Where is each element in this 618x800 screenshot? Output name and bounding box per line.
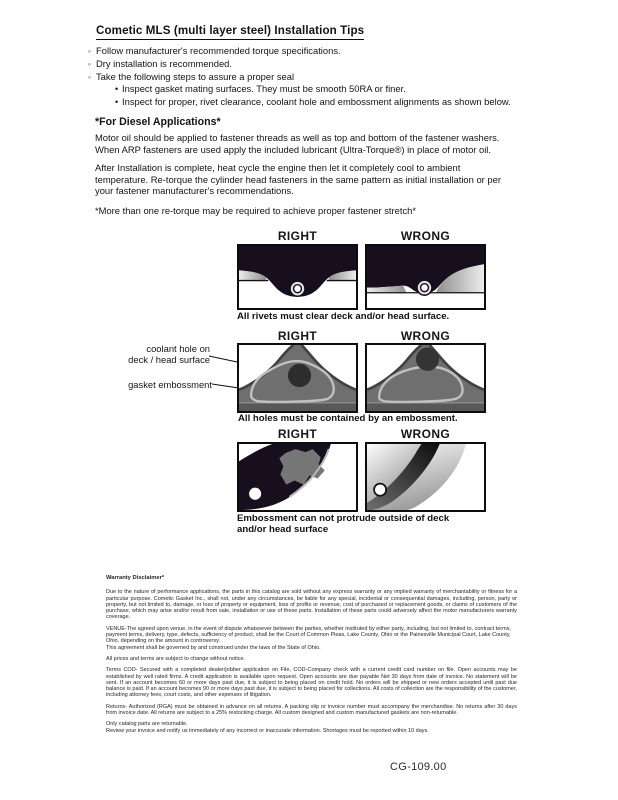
bolt-hole — [374, 484, 386, 496]
diesel-applications-heading: *For Diesel Applications* — [95, 116, 221, 128]
right-label: RIGHT — [277, 427, 318, 441]
installation-tips-list — [88, 45, 518, 109]
deck-edge-right-diagram — [237, 442, 358, 512]
warranty-disclaimer — [106, 575, 517, 734]
page-number: CG-109.00 — [390, 761, 447, 773]
rivet-clearance-right-diagram — [237, 244, 358, 310]
disclaimer-paragraph: VENUE-The agreed upon venue, in the event of dispute whatsoever between the parties, whether instituted by either party, including, but not limited to, contract terms, payment terms, delivery, type, defects, sufficiency of product, shall be the Court of Common Pleas, Lake County, Ohio or the Painesville Municipal Court, Lake County, Ohio, depending on the amount in controversy. — [106, 625, 511, 645]
page-title: Cometic MLS (multi layer steel) Installation Tips — [96, 24, 364, 40]
right-label: RIGHT — [277, 229, 318, 243]
coolant-hole — [288, 364, 311, 387]
tip-text: Follow manufacturer's recommended torque specifications. — [96, 45, 341, 56]
disclaimer-heading: Warranty Disclaimer* — [106, 575, 165, 581]
gasket-embossment-label: gasket embossment — [128, 379, 212, 390]
protrude-caption: Embossment can not protrude outside of deck and/or head surface — [237, 513, 450, 535]
tip-text: Inspect for proper, rivet clearance, coolant hole and embossment alignments as shown below. — [122, 96, 511, 108]
tip-text: Dry installation is recommended. — [96, 57, 232, 69]
rivet-right-illustration — [239, 246, 356, 308]
list-item — [88, 58, 518, 71]
diesel-paragraph: After Installation is complete, heat cycle the engine then let it completely cool to ambient temperature. Re-torque the cylinder head fasteners in the same pattern as initial installation or per your fastener manufacturer's recommendations. — [95, 162, 501, 197]
wrong-label: WRONG — [400, 427, 451, 441]
rivet-caption: All rivets must clear deck and/or head surface. — [237, 311, 450, 322]
list-item — [115, 96, 518, 109]
disclaimer-line: This agreement shall be governed by and construed under the laws of the State of Ohio. — [106, 644, 321, 651]
holes-caption: All holes must be contained by an embossment. — [238, 413, 458, 424]
embossment-right-illustration — [239, 345, 356, 411]
rivet-icon — [417, 280, 432, 295]
wrong-label: WRONG — [400, 229, 451, 243]
rivet-clearance-wrong-diagram — [365, 244, 486, 310]
disclaimer-paragraph: Returns- Authorized (RGA) must be obtained in advance on all returns. A packing slip or invoice number must accompany the merchandise. No returns after 30 days from invoice date. All returns are subject to a 25% restocking charge. All custom designed and custom manufactured gaskets are non-returnable. — [106, 703, 517, 717]
rivet-wrong-illustration — [367, 246, 484, 308]
disclaimer-paragraph: Due to the nature of performance applications, the parts in this catalog are sold without any express warranty or any implied warranty of merchantability or fitness for a particular purpose. Cometic Gasket Inc., shall not, under any circumstances, be liable for any special, incidental or consequential damages, including, person, party or property, but not limited to, damage, or loss of property or equipment, loss of profits or revenue, cost of purchased or replacement goods, or claims of customers of the purchase, which may arise and/or result from sale, installation or use of these parts. Installation of these parts could adversely affect the motor manufacturers warranty coverage. — [106, 589, 517, 621]
diesel-paragraph: Motor oil should be applied to fastener threads as well as top and bottom of the fastener washers. When ARP fasteners are used apply the included lubricant (Ultra-Torque®) in place of motor oil. — [95, 132, 500, 155]
bolt-hole — [249, 488, 261, 500]
list-item — [88, 71, 518, 84]
open-bullet-icon: ◦ — [88, 71, 92, 82]
embossment-right-diagram — [237, 343, 358, 413]
disclaimer-line: Only catalog parts are returnable. — [106, 721, 188, 728]
coolant-hole — [416, 348, 439, 371]
embossment-wrong-illustration — [367, 345, 484, 411]
list-item — [88, 45, 518, 58]
tip-text: Inspect gasket mating surfaces. They must be smooth 50RA or finer. — [122, 83, 406, 95]
disclaimer-paragraph: Terms COD- Secured with a completed dealer/jobber application on File, COD-Company check with a current credit card number on file. Open accounts may be established by well rated firms. A credit application is available upon request. Open accounts are due payable Net 30 days from date of invoice. No statement will be sent. If an account becomes 60 or more days past due, it is subject to being placed on credit hold. No orders will be shipped or new orders accepted until past due balance is paid. If an account becomes 90 or more days past due, it is subject to being placed for collections. All costs of collection are the responsibility of the customer, including attorney fees, court costs, and other expenses of litigation. — [106, 667, 517, 699]
tip-text: Take the following steps to assure a proper seal — [96, 70, 295, 82]
wrong-label: WRONG — [400, 329, 451, 343]
bullet-icon: • — [115, 97, 119, 108]
retorque-note: *More than one re-torque may be required to achieve proper fastener stretch* — [95, 205, 417, 216]
right-label: RIGHT — [277, 329, 318, 343]
deck-edge-wrong-diagram — [365, 442, 486, 512]
deck-edge-right-illustration — [239, 444, 356, 510]
rivet-icon — [290, 281, 305, 296]
list-item — [115, 83, 518, 96]
open-bullet-icon: ◦ — [88, 46, 92, 56]
embossment-wrong-diagram — [365, 343, 486, 413]
bullet-icon: • — [115, 84, 119, 95]
coolant-hole-label: coolant hole on deck / head surface — [128, 343, 210, 365]
open-bullet-icon: ◦ — [88, 58, 92, 69]
deck-edge-wrong-illustration — [367, 444, 484, 510]
disclaimer-line: Review your invoice and notify us immediately of any incorrect or inaccurate information. Shortages must be reported within 10 days. — [106, 727, 429, 734]
disclaimer-line: All prices and terms are subject to change without notice. — [106, 655, 246, 662]
